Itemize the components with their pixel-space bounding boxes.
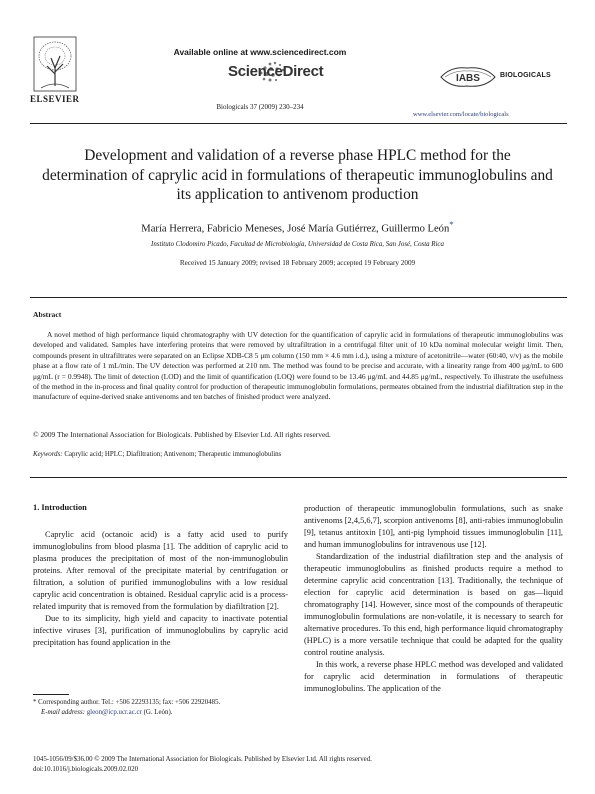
sciencedirect-wordmark[interactable]: ScienceDirect bbox=[228, 63, 324, 80]
email-suffix: (G. León). bbox=[143, 709, 173, 716]
email-line bbox=[33, 708, 220, 718]
right-column bbox=[304, 503, 563, 695]
elsevier-tree-logo bbox=[33, 36, 77, 92]
page-footer bbox=[33, 755, 372, 774]
email-link[interactable]: gleon@icp.ucr.ac.cr bbox=[86, 709, 142, 716]
paragraph: Due to its simplicity, high yield and capacity to inactivate potential infective viruses [3], purification of immunoglobulins by caprylic acid precipitation has found application in the bbox=[33, 614, 288, 647]
author-list bbox=[0, 219, 595, 235]
issn-copyright-line: 1045-1056/09/$36.00 © 2009 The International Association for Biologicals. Published by Elsevier Ltd. All rights reserved. bbox=[33, 756, 372, 763]
iabs-society-logo bbox=[437, 64, 499, 90]
received-dates: Received 15 January 2009; revised 18 February 2009; accepted 19 February 2009 bbox=[179, 259, 416, 267]
abstract-rule-top bbox=[30, 297, 567, 298]
abstract-text: A novel method of high performance liquid chromatography with UV detection for the quantification of caprylic acid in formulations of therapeutic immunoglobulins was developed and validated. Samples have interfering proteins that were removed by ultrafiltration in a centrifugal filter unit of 10 kDa nominal molecular weight limit. Then, compounds present in ultrafiltrates were separated on an Eclipse XDB-C8 5 μm column (150 mm × 4.6 mm i.d.), using a mixture of acetonitrile—water (60:40, v/v) as the mobile phase at a flow rate of 1 mL/min. The UV detection was performed at 210 nm. The method was found to be precise and accurate, with a linearity range from 400 μg/mL to 600 μg/mL (r = 0.9948). The limit of detection (LOD) and the limit of quantification (LOQ) were found to be 13.46 μg/mL and 44.85 μg/mL, respectively. To illustrate the usefulness of the method in the in-process and final quality control for production of therapeutic immunoglobulin formulations, permeates obtained from the industrial diafiltration step in the manufacture of equine-derived snake antivenoms and ten batches of finished product were analyzed. bbox=[33, 330, 563, 402]
section-heading-introduction: 1. Introduction bbox=[33, 503, 87, 512]
available-online-notice[interactable]: Available online at www.sciencedirect.com bbox=[173, 47, 347, 57]
email-label: E-mail address: bbox=[41, 709, 85, 716]
author-names: María Herrera, Fabricio Meneses, José María Gutiérrez, Guillermo León bbox=[141, 223, 450, 235]
iabs-logo-text: IABS bbox=[456, 73, 480, 84]
doi-link[interactable]: doi:10.1016/j.biologicals.2009.02.020 bbox=[33, 765, 139, 773]
journal-name-logo: BIOLOGICALS bbox=[500, 72, 551, 79]
journal-url-link[interactable]: www.elsevier.com/locate/biologicals bbox=[413, 111, 509, 118]
keywords-label: Keywords: bbox=[33, 451, 63, 458]
publisher-name: ELSEVIER bbox=[30, 94, 80, 104]
corresponding-author-note: * Corresponding author. Tel.: +506 22293135; fax: +506 22920485. bbox=[33, 699, 221, 706]
paragraph: Caprylic acid (octanoic acid) is a fatty acid used to purify immunoglobulins from blood plasma [1]. The addition of caprylic acid to plasma produces the precipitation of most of the non-immunoglobulin proteins. After removal of the precipitate material by centrifugation or filtration, a solution of purified immunoglobulins with a low residual caprylic acid concentration is obtained. Residual caprylic acid is a process-related impurity that is removed from the formulation by diafiltration [2]. bbox=[33, 530, 288, 611]
paragraph: production of therapeutic immunoglobulin formulations, such as snake antivenoms [2,4,5,6,7], scorpion antivenoms [8], anti-rabies immunoglobulin [9], tetanus antitoxin [10], anti-pig lymphoid tissues immunoglobulin [11], and human immunoglobulins for intravenous use [12]. bbox=[304, 504, 563, 549]
paragraph: Standardization of the industrial diafiltration step and the analysis of therapeutic immunoglobulins as finished products require a method to determine caprylic acid concentration [13]. Traditionally, the technique of election for caprylic acid determination is based on gas—liquid chromatography [14]. However, since most of the compounds of therapeutic immunoglobulin formulations are non-volatile, it is necessary to search for alternative procedures. To this end, high performance liquid chromatography (HPLC) is a more versatile technique that could be adapted for the quality control routine analysis. bbox=[304, 552, 563, 657]
footnote bbox=[33, 698, 220, 718]
corresponding-author-link[interactable]: * bbox=[449, 219, 454, 229]
author-affiliation: Instituto Clodomiro Picado, Facultad de Microbiología, Universidad de Costa Rica, San José, Costa Rica bbox=[151, 241, 444, 248]
keywords-list: Caprylic acid; HPLC; Diafiltration; Antivenom; Therapeutic immunoglobulins bbox=[64, 451, 282, 458]
paragraph: In this work, a reverse phase HPLC method was developed and validated for caprylic acid determination in formulations of therapeutic immunoglobulins. The application of the bbox=[304, 660, 563, 693]
footnote-rule bbox=[33, 694, 69, 695]
article-title: Development and validation of a reverse phase HPLC method for the determination of caprylic acid in formulations of therapeutic immunoglobulins and its application to antivenom production bbox=[42, 147, 553, 203]
header-rule bbox=[30, 123, 567, 124]
abstract-heading: Abstract bbox=[33, 310, 62, 319]
left-column bbox=[33, 529, 288, 649]
journal-reference: Biologicals 37 (2009) 230–234 bbox=[216, 103, 304, 111]
abstract-copyright: © 2009 The International Association for Biologicals. Published by Elsevier Ltd. All rights reserved. bbox=[33, 430, 331, 439]
keywords bbox=[33, 451, 281, 458]
abstract-rule-bottom bbox=[30, 477, 567, 478]
